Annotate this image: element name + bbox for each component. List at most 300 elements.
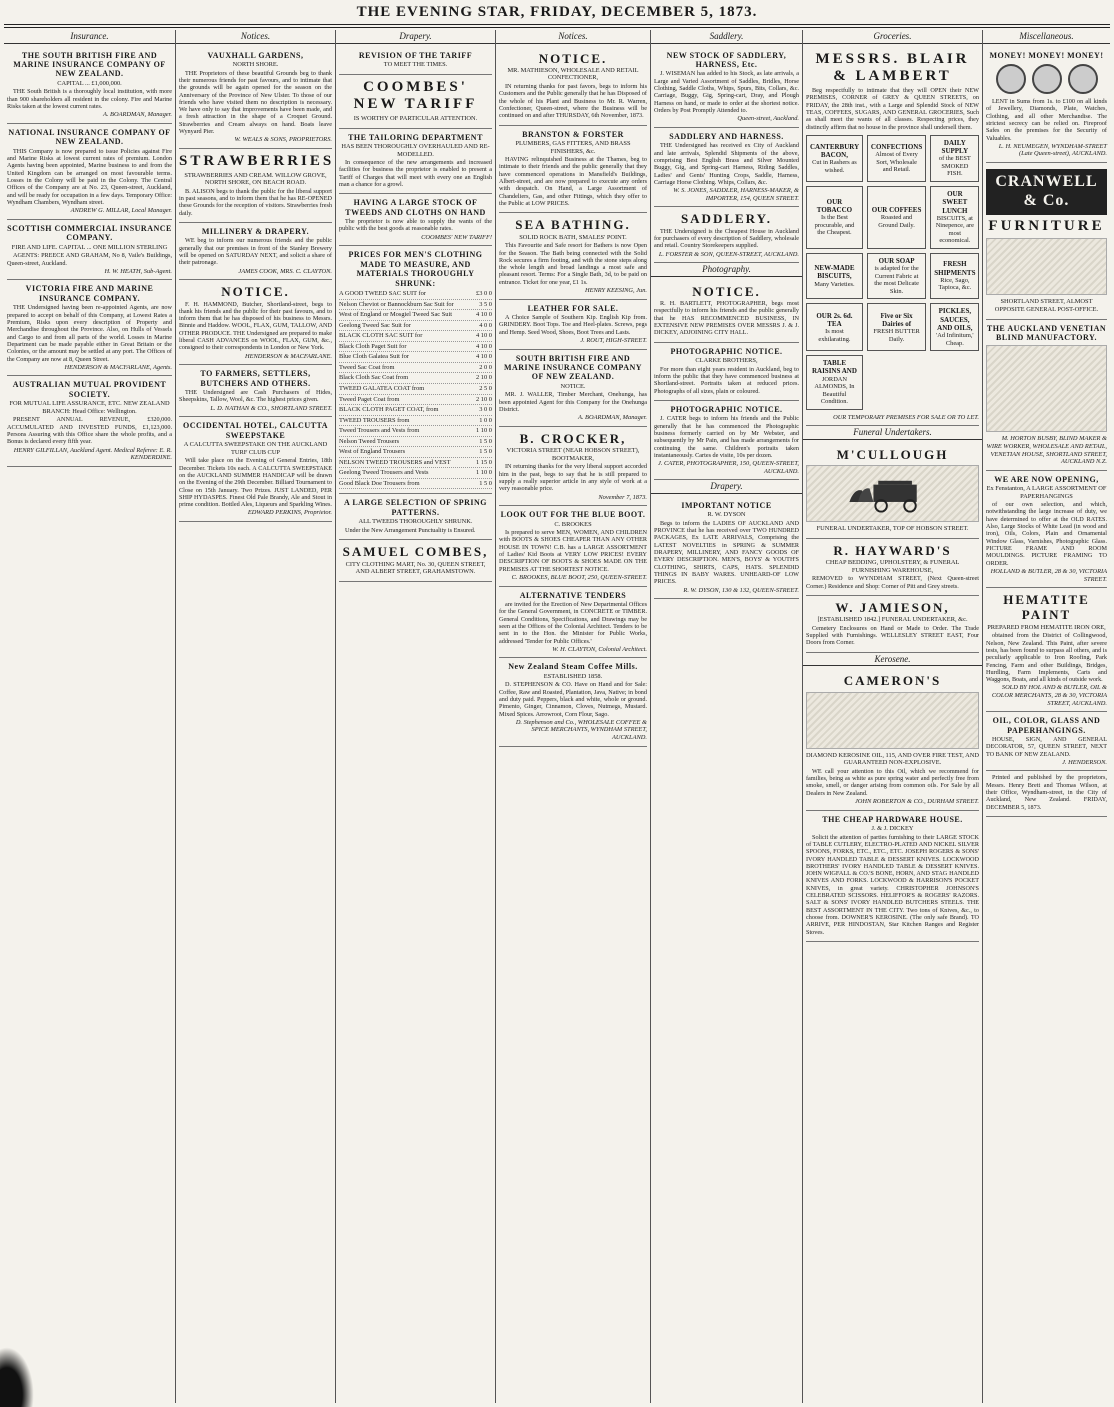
price-value: 2 10 0	[476, 374, 492, 382]
ad-subtitle: VICTORIA STREET (NEAR HOBSON STREET), BOOTMAKER,	[506, 447, 640, 462]
grocery-box	[806, 186, 863, 249]
ad-title: NOTICE.	[692, 283, 761, 299]
ad-signature: H. W. HEATH, Sub-Agent.	[104, 267, 172, 275]
grocery-box-title: NEW-MADE BISCUITS,	[814, 264, 855, 281]
ad-signature: SOLD BY HOL AND & BUTLER, OIL & COLOR MERCHANTS, 28 & 30, VICTORIA STREET, AUCKLAND.	[991, 684, 1107, 707]
ad-title: NEW STOCK OF SADDLERY, HARNESS, Etc.	[666, 50, 787, 70]
ad-body	[986, 736, 1107, 758]
grocery-box	[867, 303, 926, 351]
advertisement	[986, 47, 1107, 163]
ad-body	[986, 774, 1107, 811]
ad-title: NATIONAL INSURANCE COMPANY OF NEW ZEALAND.	[8, 127, 171, 147]
advertisement	[986, 771, 1107, 817]
ad-text: In consequence of the new arrangements and increased facilities for business the proprietor is enabled to present a Tariff of Charges that will meet with every one an English man a chance for a growl.	[339, 159, 492, 188]
ad-text: THIS Company is now prepared to issue Policies against Fire and Marine Risks at lowest current rates of premium. London Agents having been appointed, Marine business to and from the United Kingdom can be arranged on most favourable terms. Losses in the Colony will be paid in the Colony. The Central Offices of the Company are at No. 23, Queen-street, Auckland, and will be ready for occupation in a few days. Temporary Office: Wyndham Chambers, Wyndham street.	[7, 147, 172, 207]
grocery-box-text: 'Ad Infinitum,' Cheap.	[936, 332, 974, 347]
grocery-box-text: Roasted and Ground Daily.	[878, 214, 915, 229]
ad-body	[654, 142, 799, 186]
price-item: West of England or Mosgiel Tweed Sac Suit	[339, 311, 453, 319]
ad-body	[7, 304, 172, 363]
ad-signature: JOHN ROBERTON & CO., DURHAM STREET.	[854, 798, 979, 806]
ad-subtitle: CAPITAL ... £1,000,000.	[57, 79, 122, 87]
ad-text: obtained from the District of Collingwood, Nelson, New Zealand. This Paint, after severe tests, has been found to surpass all others, and is peculiarly applicable to Iron Roofing, Park Fencing, Farm and other Buildings, Bridges, Hurdling, Farm Implements, Carts and Waggons, Boats, and all kinds of outside work.	[986, 632, 1107, 684]
ad-subtitle: ALL TWEEDS THOROUGHLY SHRUNK.	[358, 518, 473, 526]
ad-text: THE Undersigned is the Cheapest House in Auckland for purchasers of every description of Saddlery, wholesale and retail. Country Storekeepers supplied.	[654, 227, 799, 250]
section-header: Notices.	[176, 30, 335, 44]
price-item: Tweed Paget Coat from	[339, 395, 400, 403]
ad-text: J. WISEMAN has added to his Stock, as late arrivals, a Large and Varied Assortment of Saddles, Bridles, Horse Clothing, Saddle Cloths, Whips, Spurs, Bits, Collars, &c. Carriage, Buggy, Gig, Spring-cart, Dray, and Plough Harness on hand, or made to order at the shortest notice. Orders by Post Promptly Attended to.	[654, 70, 799, 115]
ad-text: For more than eight years resident in Auckland, beg to inform the public that they have commenced business at Shortland-street. Portraits taken at reduced prices. Photographs of all sizes, plain or coloured.	[654, 365, 799, 395]
ad-text: HOUSE, SIGN, AND GENERAL DECORATOR, 57, QUEEN STREET, NEXT TO BANK OF NEW ZEALAND.	[986, 735, 1107, 758]
ad-title: M'CULLOUGH	[836, 447, 949, 463]
hearse-illustration	[806, 465, 979, 522]
ad-title: OIL, COLOR, GLASS AND PAPERHANGINGS.	[992, 716, 1101, 735]
advertisement	[986, 320, 1107, 471]
advertisement	[654, 280, 799, 343]
ad-subtitle: ESTABLISHED 1858.	[543, 672, 603, 680]
advertisement	[654, 497, 799, 599]
masthead: THE EVENING STAR, FRIDAY, DECEMBER 5, 1873.	[356, 4, 758, 20]
ad-title: PRICES FOR MEN'S CLOTHING MADE TO MEASURE, AND MATERIALS THOROUGHLY SHRUNK:	[348, 250, 483, 288]
ad-title: SADDLERY AND HARNESS.	[669, 131, 784, 141]
advertisement	[499, 350, 647, 427]
price-value: 1 0 0	[479, 416, 492, 424]
columns-container	[4, 30, 1110, 1403]
ad-text: D. STEPHENSON & CO. Have on Hand and for Sale: Coffee, Raw and Roasted, Plantation, Java, Native; in bond and duty paid. Peppers, black and white, whole or ground. Pimento, Ginger, Cinnamon, Cloves, Nutmegs, Mustard. Mixed Spices. Arrowroot, Corn Flour, Sago.	[499, 681, 647, 718]
grocery-box-text: Almost of Every Sort, Wholesale and Retail.	[875, 151, 918, 174]
ad-body	[179, 188, 332, 217]
price-value: £3 0 0	[476, 290, 492, 298]
ad-title: NOTICE.	[538, 50, 608, 66]
ad-subtitle: TO MEET THE TIMES.	[383, 61, 448, 69]
ad-title: STRAWBERRIES	[179, 152, 335, 169]
ad-signature: A. BOARDMAN, Manager.	[102, 111, 172, 119]
ad-title: PHOTOGRAPHIC NOTICE.	[670, 346, 783, 356]
ad-title: MILLINERY & DRAPERY.	[201, 226, 310, 236]
ad-signature: J. CATER, PHOTOGRAPHER, 150, QUEEN-STREET, AUCKLAND.	[658, 460, 799, 475]
ad-subtitle: NOTICE.	[560, 382, 586, 390]
ad-text: Under the New Arrangement Punctuality is Ensured.	[345, 526, 476, 534]
advertisement	[986, 471, 1107, 588]
ad-title: THE TAILORING DEPARTMENT	[348, 132, 483, 142]
grocery-box-text: Is the Best procurable, and the Cheapest.	[814, 214, 855, 237]
price-row	[339, 342, 492, 353]
column-6	[803, 30, 983, 1403]
ad-subtitle: NORTH SHORE.	[232, 61, 279, 69]
advertisement	[986, 163, 1107, 320]
venetian-blind-illustration	[986, 345, 1107, 432]
hearse-icon	[820, 475, 965, 514]
ad-signature: W. H. CLAYTON, Colonial Architect.	[552, 645, 647, 653]
ad-signature: OUR TEMPORARY PREMISES FOR SALE OR TO LET.	[833, 413, 979, 421]
advertisement	[179, 149, 335, 223]
ad-title: THE AUCKLAND VENETIAN BLIND MANUFACTORY.	[986, 323, 1107, 342]
grocery-box	[806, 253, 863, 299]
ad-body	[179, 301, 332, 352]
ad-title: A LARGE SELECTION OF SPRING PATTERNS.	[343, 498, 487, 517]
price-item: Blue Cloth Galatea Suit for	[339, 353, 409, 361]
ad-signature: M. HORTON BUSBY, BLIND MAKER & WIRE WORKER, WHOLESALE AND RETAIL, VENETIAN HOUSE, SHORTLAND STREET, AUCKLAND N.Z.	[986, 435, 1107, 466]
grocery-box-text: is adapted for the Current Fabric at the most Delicate Skin.	[874, 265, 919, 295]
ad-title: HEMATITE PAINT	[1003, 592, 1090, 623]
furniture-banner: CRANWELL & Co.	[986, 169, 1107, 215]
grocery-box-title: Five or Six Dairies of	[880, 311, 913, 328]
price-row	[339, 321, 492, 332]
ad-signature: A. BOARDMAN, Manager.	[577, 414, 647, 422]
ad-text: HAVING relinquished Business at the Thames, beg to intimate to their friends and the public generally that they have commenced operations in Mansfield's Buildings, Albert-street, and are now prepared to execute any orders with despatch. On Hand, a Large Assortment of Chandeliers, Gas, and other Fittings, which they offer to the Public at LOW PRICES.	[499, 156, 647, 207]
grocery-box-title: OUR 2s. 6d. TEA	[816, 311, 853, 328]
ad-body	[654, 70, 799, 114]
grocery-box-title: OUR COFFEES	[871, 205, 922, 214]
advertisement	[654, 343, 799, 401]
price-value: 1 5 0	[479, 479, 492, 487]
ad-title: PHOTOGRAPHIC NOTICE.	[670, 404, 783, 414]
ad-text: are invited for the Erection of New Departmental Offices for the General Government, in CONCRETE or TIMBER. General Conditions, Specifications, and Drawings may be seen at the Offices of the Colonial Architect. Tenders to be sent in to the Hon. the Minister for Public Works, addressed 'Tender for Public Offices.'	[499, 600, 647, 645]
advertisement	[806, 596, 979, 653]
ad-signature: L. H. NEUMEGEN, WYNDHAM-STREET (Late Queen-street), AUCKLAND.	[998, 142, 1107, 158]
advertisement	[499, 47, 647, 126]
advertisement	[339, 194, 492, 246]
section-header: Notices.	[496, 30, 650, 44]
ad-body	[806, 768, 979, 797]
advertisement	[7, 220, 172, 281]
price-row	[339, 373, 492, 384]
price-value: 2 10 0	[476, 395, 492, 403]
grocery-box-title: CONFECTIONS	[870, 142, 923, 151]
ad-signature: J. HENDERSON.	[1062, 758, 1107, 766]
price-item: Nelson Tweed Trousers	[339, 437, 400, 445]
advertisement	[654, 47, 799, 128]
price-row	[339, 416, 492, 427]
advertisement	[179, 280, 332, 365]
advertisement	[986, 712, 1107, 771]
section-header: Drapery.	[336, 30, 495, 44]
grocery-box-text: of the BEST SMOKED FISH.	[938, 155, 971, 178]
groceries-grid	[806, 135, 979, 410]
advertisement	[499, 213, 647, 299]
price-row	[339, 384, 492, 395]
ad-signature: Queen-street, Auckland.	[737, 115, 799, 123]
price-value: 4 0 0	[479, 321, 492, 329]
ad-title: WE ARE NOW OPENING,	[994, 474, 1099, 484]
ad-body	[339, 218, 492, 233]
advertisement	[339, 246, 492, 494]
advertisement	[499, 587, 647, 659]
ad-title: THE SOUTH BRITISH FIRE AND MARINE INSURANCE COMPANY OF NEW ZEALAND.	[13, 50, 166, 79]
coins-illustration	[986, 64, 1107, 94]
price-row	[339, 331, 492, 342]
ad-body	[499, 156, 647, 207]
ad-signature: R. W. DYSON, 130 & 132, QUEEN-STREET.	[683, 586, 799, 594]
price-item: TWEED GALATEA COAT from	[339, 385, 425, 393]
advertisement	[7, 47, 172, 124]
ad-body	[986, 632, 1107, 683]
price-item: Geelong Tweed Trousers and Vests	[339, 469, 429, 477]
price-row	[339, 458, 492, 469]
ad-body	[7, 416, 172, 445]
ad-body	[654, 366, 799, 395]
ad-subtitle: FIRE AND LIFE. CAPITAL ... ONE MILLION STERLING	[11, 243, 168, 251]
ad-body	[986, 501, 1107, 567]
column-5	[651, 30, 803, 1403]
advertisement	[499, 300, 647, 350]
price-value: 1 10 0	[476, 469, 492, 477]
ad-body	[339, 159, 492, 188]
ad-title: W. JAMIESON,	[835, 599, 950, 615]
coin-icon	[996, 64, 1026, 94]
ad-signature: JAMES COOK, MRS. C. CLAYTON.	[238, 267, 332, 275]
price-row	[339, 310, 492, 321]
section-header: Miscellaneous.	[983, 30, 1110, 44]
advertisement	[179, 365, 332, 417]
ad-subtitle: PLUMBERS, GAS FITTERS, AND BRASS FINISHERS, &c.	[515, 140, 631, 155]
ad-signature: EDWARD PERKINS, Proprietor.	[247, 509, 332, 517]
ad-body	[179, 389, 332, 404]
ad-body	[654, 300, 799, 337]
ad-title: MONEY! MONEY! MONEY!	[989, 50, 1104, 60]
ad-text: THE Proprietors of these beautiful Grounds beg to thank their numerous friends for past favours, and to intimate that the grounds will be again opened for the season on the Anniversary of the Province of New Ulster. To those of our friends who have visited them no description is necessary. We have only to say that improvements have been made, and a fresh attraction in the shape of a Croquet Ground. Strawberries and Cream always on hand. Boats leave Wynyard Pier.	[179, 69, 332, 136]
ad-text: WE call your attention to this Oil, which we recommend for families, being as white as pure spring water and perfectly free from smoke, smell, or danger arising from common oils. For Sale by all Dealers in New Zealand.	[806, 767, 979, 797]
price-item: Nelson Cheviot or Bannockburn Sac Suit for	[339, 300, 454, 308]
ad-text: This Favourite and Safe resort for Bathers is now Open for the Season. The Bath being connected with the Solid Rock secures a firm footing, and with the stone steps along the whole length and broad landings a most safe and pleasant resort. Terms: For a Single Bath, 3d, to be paid on entrance. Ticket for one year, £1 1s.	[499, 242, 647, 286]
ad-signature: HENDERSON & MACFARLANE, Agents.	[64, 363, 172, 371]
price-value: 1 5 0	[479, 437, 492, 445]
ad-body	[499, 529, 647, 573]
advertisement	[986, 588, 1107, 712]
ad-text: AGENTS: PREECE AND GRAHAM, No 8, Vaile's Buildings, Queen-street, Auckland.	[7, 252, 172, 267]
advertisement	[339, 47, 492, 75]
ad-text: Cemetery Enclosures on Hand or Made to Order. The Trade Supplied with Furnishings. WELLESLEY STREET EAST, Four Doors from Corner.	[806, 624, 979, 647]
price-value: 4 10 0	[476, 353, 492, 361]
grocery-box-title: OUR SWEET LUNCH	[942, 190, 968, 215]
grocery-box-text: FRESH BUTTER Daily.	[873, 328, 920, 343]
price-row	[339, 426, 492, 437]
price-item: NELSON TWEED TROUSERS and VEST	[339, 458, 451, 466]
advertisement	[179, 223, 332, 280]
ad-title: SAMUEL COMBES,	[342, 544, 489, 560]
ad-body	[499, 681, 647, 718]
ad-text: J. CATER begs to inform his friends and the Public generally that he has commenced the Photographic business formerly carried on by Mr Webster, and subsequently by Mr Pain, and has made arrangements for continuing the same. Children's portraits taken instantaneously. Cartes de visite, 10s per dozen.	[654, 415, 799, 459]
ad-body	[806, 575, 979, 590]
ad-signature: W. WEALS & SONS, PROPRIETORS.	[234, 136, 332, 144]
grocery-box	[867, 186, 926, 249]
grocery-box-title: OUR TOBACCO	[816, 197, 853, 215]
grocery-box	[806, 303, 863, 351]
ad-title: New Zealand Steam Coffee Mills.	[508, 662, 638, 672]
advertisement	[179, 47, 332, 149]
price-item: A GOOD TWEED SAC SUIT for	[339, 290, 426, 298]
advertisement	[806, 443, 979, 539]
grocery-box-text: Many Varieties.	[814, 280, 855, 288]
ad-signature: ANDREW G. MILLAR, Local Manager.	[70, 207, 172, 215]
ad-text: Beg respectfully to intimate that they will OPEN their NEW PREMISES, CORNER of GREY & QUEEN STREETS, on FRIDAY, the 28th inst., with a Large and Splendid Stock of NEW TEAS, COFFEES, SUGARS, AND GENERAL GROCERIES, Such as shall meet the wants of all classes. Respecting prices, they distinctly affirm that no house in the province shall undersell them.	[806, 86, 979, 131]
ad-body	[654, 520, 799, 586]
ad-title: MESSRS. BLAIR & LAMBERT	[815, 50, 970, 85]
kerosene-illustration	[806, 692, 979, 749]
ad-subtitle: R. W. DYSON	[707, 511, 746, 519]
price-item: West of England Trousers	[339, 448, 406, 456]
grocery-box-title: FRESH SHIPMENTS	[934, 260, 976, 277]
advertisement	[339, 494, 492, 540]
ad-text: F. H. HAMMOND, Butcher, Shortland-street, begs to thank his friends and the public for their past favours, and to inform them that he has disposed of his business to Messrs. Binnie and Haddow. WOOL, FLAX, GUM, TALLOW, AND OTHER PRODUCE. THE Undersigned are prepared to make liberal CASH ADVANCES on WOOL, FLAX, GUM, &c., consigned to their correspondents in London or New York.	[179, 300, 332, 352]
advertisement	[654, 207, 799, 263]
ad-signature: D. Stephenson and Co., WHOLESALE COFFEE & SPICE MERCHANTS, WYNDHAM STREET, AUCKLAND.	[515, 718, 647, 741]
ad-title: SEA BATHING.	[515, 217, 631, 233]
ad-subtitle: CITY CLOTHING MART, No. 30, QUEEN STREET, AND ALBERT STREET, GRAHAMSTOWN.	[345, 560, 486, 576]
column-7	[983, 30, 1110, 1403]
column-2	[176, 30, 336, 1403]
ad-body	[339, 527, 492, 534]
ad-body	[499, 391, 647, 413]
coin-icon	[1032, 64, 1062, 94]
ad-text: PRESENT ANNUAL REVENUE, £320,000. ACCUMULATED AND INVESTED FUNDS, £1,123,000. Persons Assuring with this Office share the whole profits, and a Bonus is declared every fifth year.	[7, 416, 172, 446]
ad-title: REVISION OF THE TARIFF	[358, 50, 473, 60]
grocery-box-text: JORDAN ALMONDS, In Beautiful Condition.	[814, 375, 855, 406]
ad-title: VAUXHALL GARDENS,	[207, 50, 304, 60]
column-3	[336, 30, 496, 1403]
advertisement	[806, 669, 979, 810]
ad-text: IN returning thanks for past favors, begs to inform his Customers and the Public generally that he has Disposed of the whole of his Plant and Business to Mr. R. Warren, Confectioner, Queen-street, where the Business will be continued on and after THURSDAY, 6th November, 1873.	[499, 83, 647, 120]
ad-body	[179, 70, 332, 136]
price-value: 1 5 0	[479, 448, 492, 456]
grocery-box-text: Is most exhilarating.	[818, 328, 851, 343]
advertisement	[499, 506, 647, 586]
ad-body	[654, 415, 799, 459]
ad-subtitle: C. BROOKES	[554, 520, 592, 528]
ad-title: HAVING A LARGE STOCK OF TWEEDS AND CLOTHS ON HAND	[345, 198, 486, 217]
advertisement	[654, 128, 799, 207]
ad-text: Is prepared to serve MEN, WOMEN, AND CHILDREN with BOOTS & SHOES CHEAPER THAN ANY OTHER HOUSE IN TOWN! C.B. has a LARGE ASSORTMENT of Ladies' Kid Boots at VERY LOW PRICES! EVERY DESCRIPTION OF BOOTS & SHOES MADE ON THE PREMISES AT THE SHORTEST NOTICE.	[499, 529, 647, 573]
advertisement	[806, 47, 979, 427]
ad-subtitle: MR. MATHIESON, WHOLESALE AND RETAIL CONFECTIONER,	[507, 66, 639, 82]
ad-title: SOUTH BRITISH FIRE AND MARINE INSURANCE COMPANY OF NEW ZEALAND.	[503, 353, 643, 382]
ad-title: COOMBES' NEW TARIFF	[353, 78, 478, 113]
ad-subtitle: Ex Fenstanton, A LARGE ASSORTMENT OF PAPERHANGINGS	[986, 485, 1107, 500]
grocery-box	[867, 253, 926, 299]
masthead-rule	[4, 24, 1110, 25]
ad-text: WE beg to inform our numerous friends and the public generally that our premises in front of the Stanley Brewery will be opened on SATURDAY NEXT, and solicit a share of their patronage.	[179, 237, 332, 267]
price-item: TWEED TROUSERS from	[339, 416, 410, 424]
grocery-box	[867, 135, 926, 182]
ad-subtitle: DIAMOND KEROSINE OIL, 115, AND OVER FIRE TEST, AND GUARANTEED NON-EXPLOSIVE.	[806, 751, 979, 767]
ad-title: SCOTTISH COMMERCIAL INSURANCE COMPANY.	[7, 223, 172, 243]
advertisement	[499, 126, 647, 214]
ad-body	[179, 237, 332, 266]
ad-text: Printed and published by the proprietors, Messrs. Henry Brett and Thomas Wilson, at their Office, Wyndham-street, in the City of Auckland, New Zealand. FRIDAY, DECEMBER 5, 1873.	[986, 774, 1107, 811]
advertisement	[179, 417, 332, 522]
ad-title: NOTICE.	[221, 284, 290, 300]
ad-title: AUSTRALIAN MUTUAL PROVIDENT SOCIETY.	[12, 380, 167, 399]
section-header: Saddlery.	[651, 30, 802, 44]
coin-icon	[1068, 64, 1098, 94]
section-header: Photography.	[651, 263, 802, 277]
ad-subtitle: HAS BEEN THOROUGHLY OVERHAULED AND RE-MODELLED.	[341, 142, 490, 158]
ad-signature: HENDERSON & MACFARLANE.	[244, 352, 332, 360]
advertisement	[339, 75, 492, 129]
ad-text: THE Undersigned has received ex City of Auckland and late arrivals, Splendid Shipments of the above, comprising Best English Brass and Silver Mounted Buggy, Gig, and Spring-cart Harness, Riding Saddles, Ladies' and Gents' Hunting Crops, Saddle, Harness, Carriage Horse Clothing. Whips, Collars, &c.	[654, 142, 799, 186]
price-item: BLACK CLOTH PAGET COAT, from	[339, 406, 439, 414]
ad-title: ALTERNATIVE TENDERS	[519, 590, 627, 600]
ad-signature: L. FORSTER & SON, QUEEN-STREET, AUCKLAND.	[658, 250, 799, 258]
ad-body	[654, 228, 799, 250]
ad-title: IMPORTANT NOTICE	[681, 500, 772, 510]
price-item: Good Black Doe Trousers from	[339, 479, 420, 487]
ad-body	[806, 625, 979, 647]
ad-body	[499, 242, 647, 286]
ad-text: Solicit the attention of parties furnishing to their LARGE STOCK of TABLE CUTLERY, ELECTRO-PLATED AND NICKEL SILVER SPOONS, FORKS, ETC., ETC., ETC. JOSEPH ROGERS & SONS' IVORY HANDLED TABLE & DESSERT KNIVES. LOCKWOOD BROTHERS' IVORY HANDLED TABLE & DESSERT KNIVES. JOHN WIGFALL & CO.'S BONE, HORN, AND STAG HANDLED KNIVES AND FORKS. LOCKWOOD & HARRISON'S POCKET KNIVES, in great variety. CHRISTOPHER JOHNSON'S CELEBRATED SCISSORS. HELIFFOR'S & ROGERS' RAZORS. SALT & SONS' IVORY HANDLED BUTCHERS STEELS. THE BEST ASSORTMENT IN THE CITY. Two tons of Knives, &c., to choose from. DOWNER'S KEROSINE. (The only safe Brand). TO ARRIVE, PER HINDOSTAN, Star Kitchen Ranges and Register Stoves.	[806, 833, 979, 936]
ad-title: TO FARMERS, SETTLERS, BUTCHERS AND OTHERS.	[200, 369, 311, 388]
column-1	[4, 30, 176, 1403]
price-item: Tweed Sac Coat from	[339, 363, 395, 371]
ad-text: A Choice Sample of Southern Kip. English Kip from. GRINDERY. Boot Tops. Toe and Heel-plates. Screws, pegs and Hemp. Seed Wood, Shoes, Boot Trees and Lasts.	[499, 314, 647, 336]
ad-text: MR. J. WALLER, Timber Merchant, Onehunga, has been appointed Agent for this Company for the Onehunga District.	[499, 391, 647, 414]
price-row	[339, 352, 492, 363]
ad-title: OCCIDENTAL HOTEL, CALCUTTA SWEEPSTAKE	[183, 421, 328, 440]
section-header: Drapery.	[651, 480, 802, 494]
column-4	[496, 30, 651, 1403]
ad-subtitle: A CALCUTTA SWEEPSTAKE ON THE AUCKLAND TURF CLUB CUP	[183, 441, 328, 456]
price-item: Black Cloth Sac Coat from	[339, 374, 409, 382]
section-header: Funeral Undertakers.	[803, 426, 982, 440]
ad-subtitle: FOR MUTUAL LIFE ASSURANCE, ETC. NEW ZEALAND BRANCH: Head Office: Wellington.	[9, 400, 170, 415]
grocery-box-title: PICKLES, SAUCES, AND OILS,	[937, 307, 973, 332]
furniture-illustration	[986, 238, 1107, 295]
ink-blot-mark	[0, 1347, 34, 1407]
section-header: Insurance.	[4, 30, 175, 44]
ad-text: Will take place on the Evening of General Entries, 18th December. Tickets 10s each. A CALCUTTA SWEEPSTAKE on the AUCKLAND SUMMER HANDICAP will be drawn on the Evening of the 29th December. Billiard Tournament to Close on 15th January. Two Prizes. JUST LANDED, PER SHIP HYDASPES. Finest Old Pale Brandy, Ale and Stout in prime condition. Bottled Ales, Liqueurs and Sparkling Wines.	[179, 457, 332, 509]
grocery-box-title: CANTERBURY BACON,	[810, 142, 860, 159]
ad-body	[806, 834, 979, 936]
grocery-box-text: Cut in Rashers as wished.	[812, 159, 857, 174]
ad-body	[179, 457, 332, 508]
price-item: Geelong Tweed Sac Suit for	[339, 321, 411, 329]
ad-body	[7, 148, 172, 207]
advertisement	[339, 540, 492, 581]
ad-title: BRANSTON & FORSTER	[522, 129, 624, 139]
ad-title: SADDLERY.	[680, 211, 773, 227]
ad-body	[499, 83, 647, 120]
price-value: 4 10 0	[476, 332, 492, 340]
price-row	[339, 300, 492, 311]
price-value: 4 10 0	[476, 311, 492, 319]
section-header: Kerosene.	[803, 653, 982, 667]
ad-text: IN returning thanks for the very liberal support accorded him in the past, begs to say that he is still prepared to supply a really superior article in any style of work at a very reasonable price.	[499, 463, 647, 493]
ad-title: LOOK OUT FOR THE BLUE BOOT.	[500, 510, 646, 520]
ad-subtitle: PREPARED FROM HEMATITE IRON ORE,	[987, 623, 1106, 631]
price-row	[339, 289, 492, 300]
grocery-box-title: DAILY SUPPLY	[941, 138, 969, 156]
grocery-box	[930, 303, 979, 351]
price-row	[339, 479, 492, 490]
price-value: 2 5 0	[479, 385, 492, 393]
price-row	[339, 447, 492, 458]
ad-text: THE Undersigned are Cash Purchasers of Hides, Sheepskins, Tallow, Wool, &c. The highest prices given.	[179, 389, 332, 404]
ad-subtitle: CLARKE BROTHERS,	[695, 357, 758, 365]
price-item: Black Cloth Paget Suit for	[339, 342, 407, 350]
section-header: Groceries.	[803, 30, 982, 44]
price-row	[339, 437, 492, 448]
ad-body	[7, 252, 172, 267]
ad-text: THE Undersigned having been re-appointed Agents, are now prepared to accept on behalf of this Company, at Lowest Rates a Premium, Risks upon every description of Property and Merchandise throughout the Province. Also, on Hulls of Vessels and Cargo to and from all parts of the world. Losses in Marine Department can be made payable either in Great Britain or the Colonies, or the amount may be settled at any port. The Offices of the Company are now at 8, Queen Street.	[7, 304, 172, 363]
advertisement	[499, 658, 647, 746]
ad-text: Begs to inform the LADIES OF AUCKLAND AND PROVINCE that he has received over TWO HUNDRED PACKAGES, Ex LATE ARRIVALS, Comprising the LATEST NOVELTIES in SPRING & SUMMER DRAPERY, MILLINERY, AND FANCY GOODS OF EVERY DESCRIPTION. MEN'S, BOYS' & YOUTH'S CLOTHING, SHIRTS, CAPS, HATS. SPLENDID THINGS IN BABY WARES. UNHEARD-OF LOW PRICES.	[654, 519, 799, 586]
grocery-box	[930, 135, 979, 182]
price-row	[339, 405, 492, 416]
ad-title: VICTORIA FIRE AND MARINE INSURANCE COMPANY.	[25, 284, 154, 303]
ad-signature: COOMBES' NEW TARIFF!	[421, 233, 492, 241]
ad-title: THE CHEAP HARDWARE HOUSE.	[822, 814, 963, 824]
ad-body	[499, 463, 647, 492]
